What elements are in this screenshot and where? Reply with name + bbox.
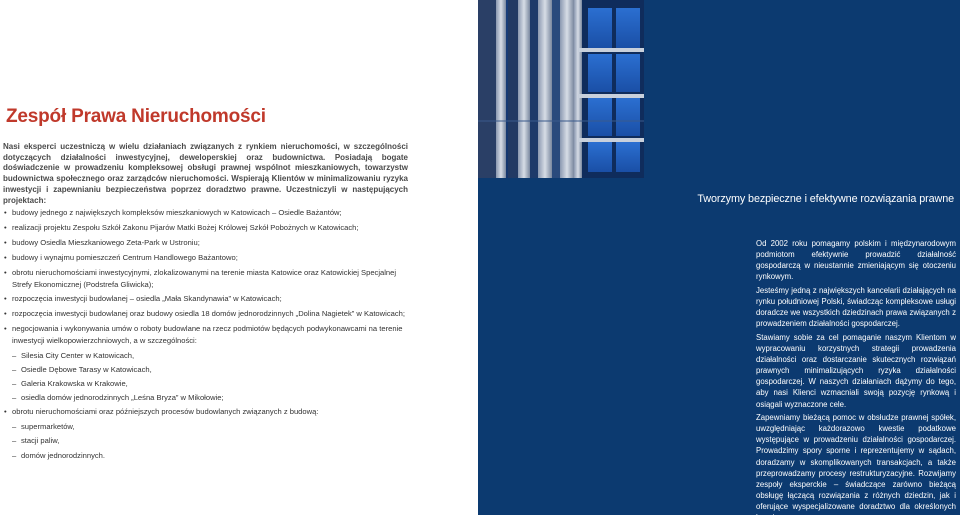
- right-panel: [478, 0, 960, 523]
- intro-text: Nasi eksperci uczestniczą w wielu działaniach związanych z rynkiem nieruchomości, w szczególności dotyczących działalności inwestycyjnej, deweloperskiej oraz budownictwa. Posiadają bogate doświadczenie w prowadzeniu kompleksowej obsługi prawnej wspólnot mieszkaniowych, towarzystw budownictwa społecznego oraz zarządców nieruchomości. Wspierają Klientów w minimalizowaniu ryzyka inwestycji i zapewnianiu bezpieczeństwa poprzez doradztwo prawne. Uczestniczyli w następujących projektach:: [3, 142, 408, 205]
- about-paragraph: Zapewniamy bieżącą pomoc w obsłudze prawnej spółek, uwzględniając każdorazowo kwestie podatkowe występujące w prowadzeniu działalności gospodarczej. Prowadzimy spory sporne i reprezentujemy w sądach, doradzamy w skomplikowanych transakcjach, a także przeprowadzamy procesy restrukturyzacyjne. Rozwijamy zespoły eksperckie – świadczące zarówno bieżącą obsługę łączącą rozwiązania z różnych dziedzin, jak i oferujące wyspecjalizowane doradztwo dla określonych branż.: [756, 413, 956, 523]
- sub-list-item: – domów jednorodzinnych.: [3, 450, 413, 462]
- sub-list-item: – osiedla domów jednorodzinnych „Leśna Bryza” w Mikołowie;: [3, 392, 413, 404]
- sub-list-item: – supermarketów,: [3, 421, 413, 433]
- list-item: • obrotu nieruchomościami oraz późniejszych procesów budowlanych związanych z budową:: [3, 406, 413, 418]
- intro-paragraph: [3, 142, 408, 206]
- about-text: [756, 238, 956, 526]
- list-item: • realizacji projektu Zespołu Szkół Zakonu Pijarów Matki Bożej Królowej Szkół Pobożnych w Katowicach;: [3, 222, 413, 234]
- about-paragraph: Jesteśmy jedną z największych kancelarii działających na rynku południowej Polski, świadcząc kompleksowe usługi doradcze we wszystkich dziedzinach prawa związanych z prowadzeniem działalności gospodarczej.: [756, 285, 956, 329]
- list-item: • rozpoczęcia inwestycji budowlanej oraz budowy osiedla 18 domów jednorodzinnych „Dolina Nagietek” w Katowicach;: [3, 308, 413, 320]
- left-column: [0, 0, 478, 515]
- building-facade-photo: [478, 0, 644, 178]
- list-item: • budowy jednego z największych kompleksów mieszkaniowych w Katowicach – Osiedle Bażantów;: [3, 207, 413, 219]
- sub-list-item: – Silesia City Center w Katowicach,: [3, 350, 413, 362]
- list-item: • obrotu nieruchomościami inwestycyjnymi, zlokalizowanymi na terenie miasta Katowice oraz Katowickiej Specjalnej Strefy Ekonomicznej (Podstrefa Gliwicka);: [3, 267, 413, 291]
- sub-list-item: – stacji paliw,: [3, 435, 413, 447]
- sub-list-item: – Osiedle Dębowe Tarasy w Katowicach,: [3, 364, 413, 376]
- list-item: • budowy i wynajmu pomieszczeń Centrum Handlowego Bażantowo;: [3, 252, 413, 264]
- tagline: Tworzymy bezpieczne i efektywne rozwiązania prawne: [697, 193, 954, 205]
- project-list: [3, 207, 413, 464]
- list-item: • budowy Osiedla Mieszkaniowego Zeta-Park w Ustroniu;: [3, 237, 413, 249]
- building-facade-image: [478, 0, 644, 178]
- list-item: • negocjowania i wykonywania umów o roboty budowlane na rzecz podmiotów będących podwykonawcami na terenie inwestycji wielkopowierzchniowych, a w szczególności:: [3, 323, 413, 347]
- about-paragraph: Od 2002 roku pomagamy polskim i międzynarodowym podmiotom efektywnie prowadzić działalność gospodarczą w nieustannie zmieniającym się otoczeniu rynkowym.: [756, 239, 956, 282]
- about-paragraph: Stawiamy sobie za cel pomaganie naszym Klientom w wypracowaniu korzystnych strategii prowadzenia działalności oraz dostarczanie skutecznych rozwiązań prawnych minimalizujących ryzyka działalności gospodarczej. W naszych działaniach dążymy do tego, aby nasi Klienci wzmacniali swoją pozycję rynkową i osiągali wyznaczone cele.: [756, 332, 956, 409]
- page-title: Zespół Prawa Nieruchomości: [6, 106, 266, 127]
- list-item: • rozpoczęcia inwestycji budowlanej – osiedla „Mała Skandynawia” w Katowicach;: [3, 293, 413, 305]
- sub-list-item: – Galeria Krakowska w Krakowie,: [3, 378, 413, 390]
